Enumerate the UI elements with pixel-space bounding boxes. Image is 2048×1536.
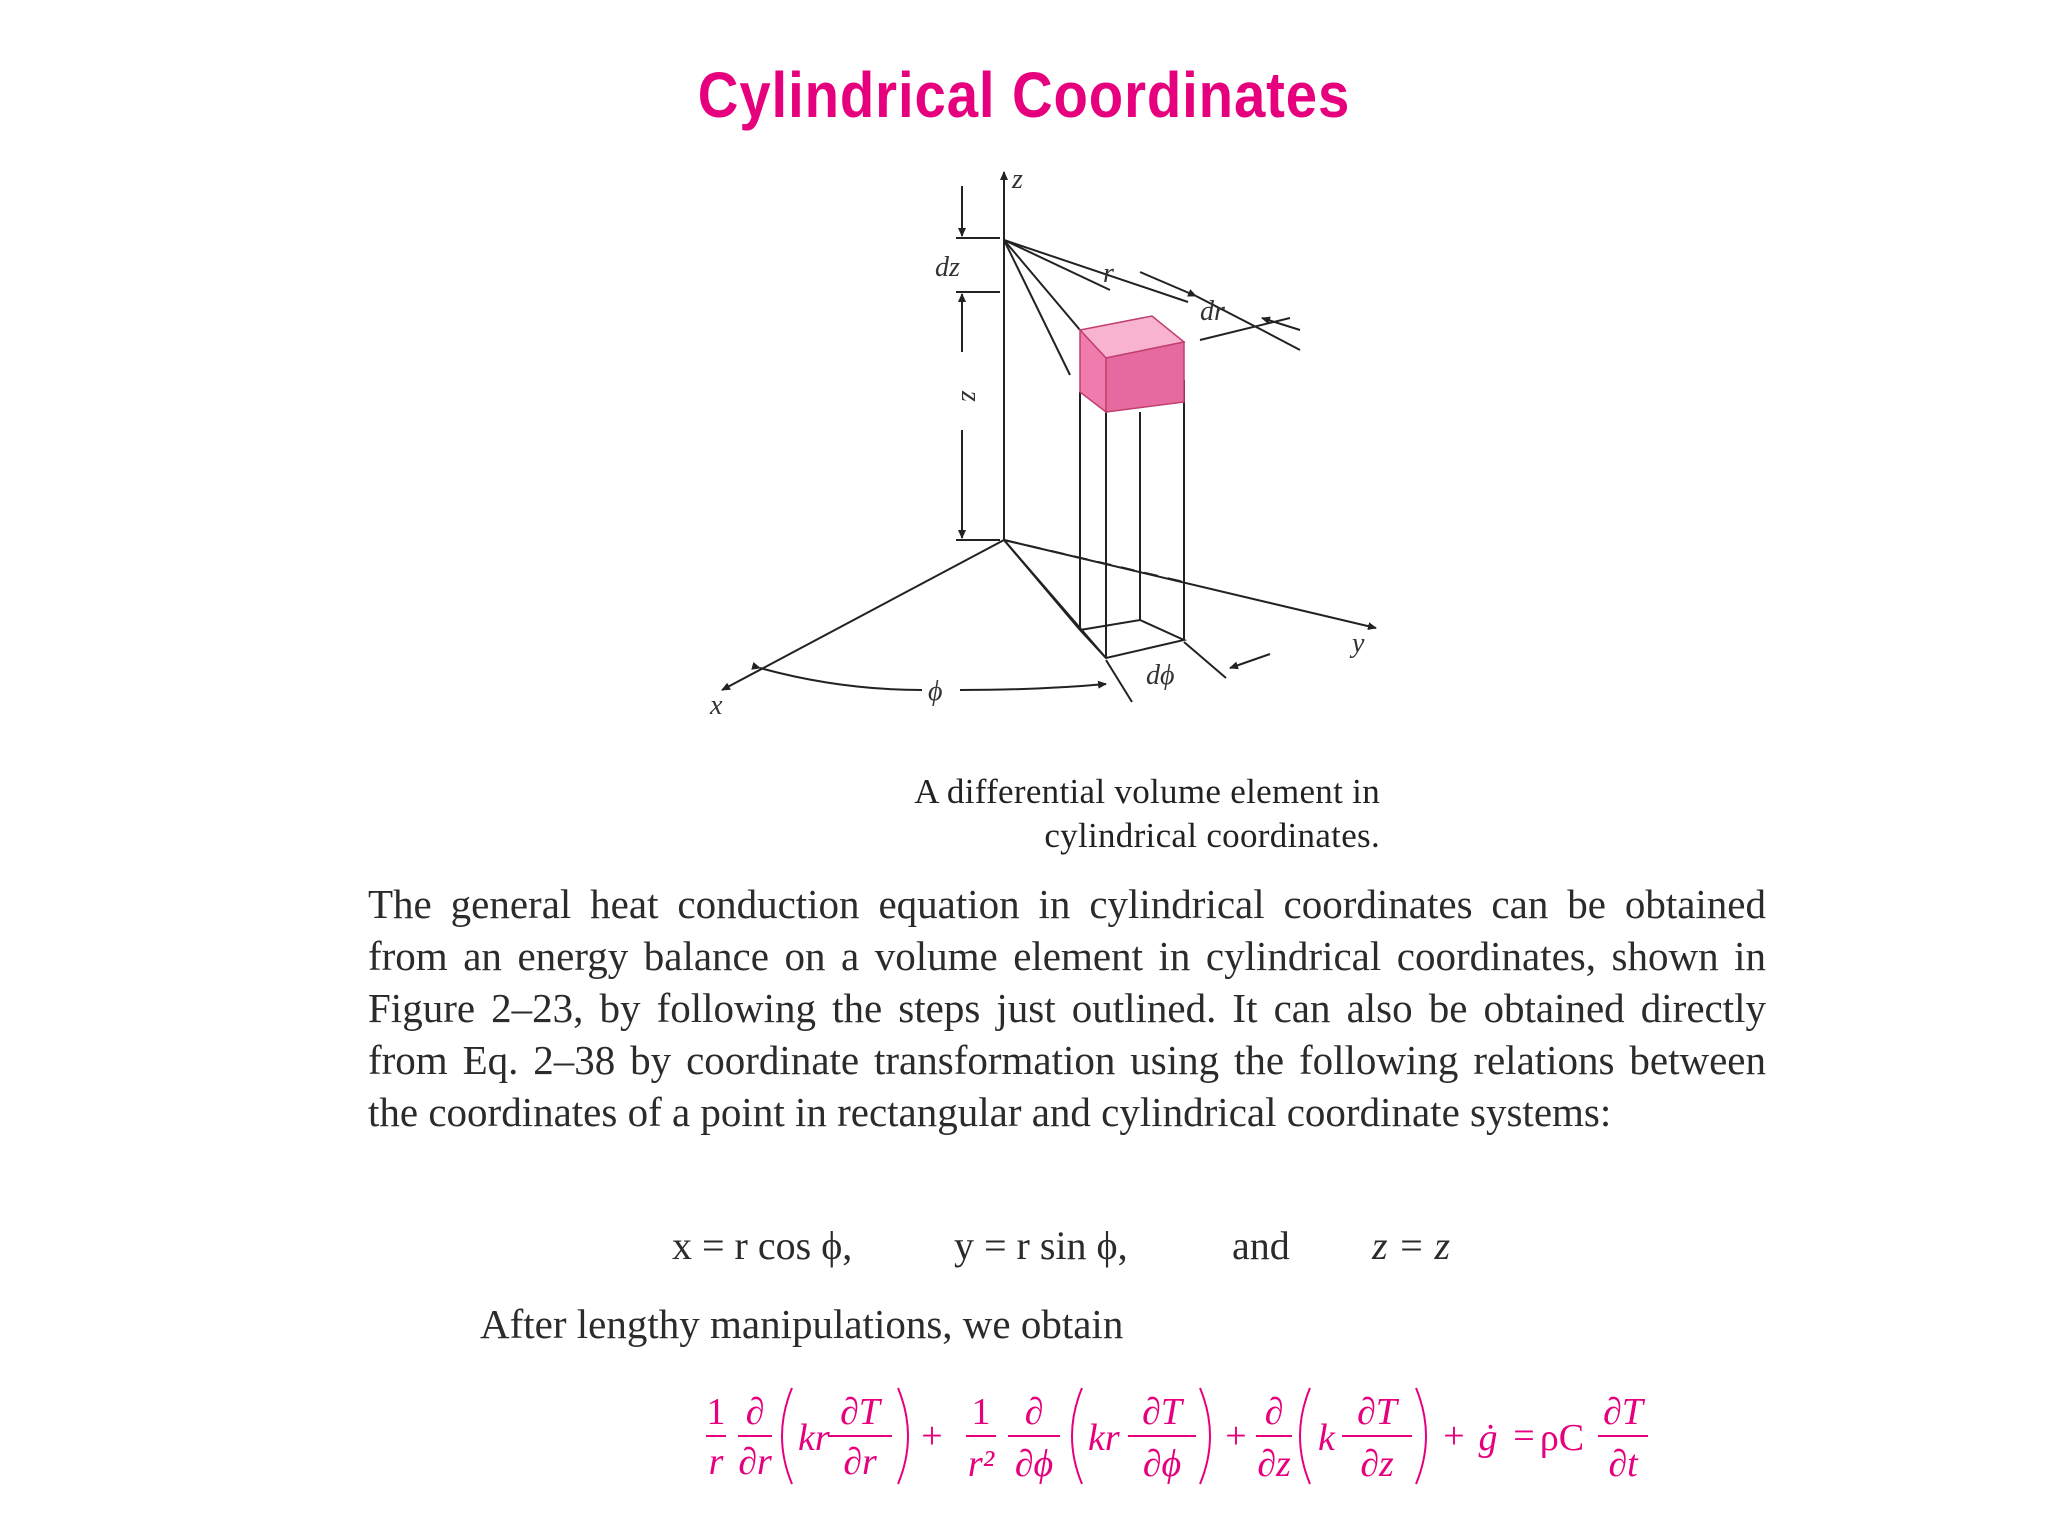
figure-caption xyxy=(790,770,1380,858)
relation-y: y = r sin ϕ, xyxy=(954,1223,1128,1268)
eq-t1-op-den: ∂r xyxy=(738,1441,772,1483)
eq-t2-inner: kr xyxy=(1088,1417,1120,1459)
page-title: Cylindrical Coordinates xyxy=(697,59,1351,131)
eq-t2-op-den: ∂ϕ xyxy=(1014,1443,1054,1485)
caption-line-1: A differential volume element in xyxy=(914,772,1380,811)
eq-t1-grad-den: ∂r xyxy=(843,1441,877,1483)
z-height-label: z xyxy=(955,391,986,402)
eq-t3-op-num: ∂ xyxy=(1264,1391,1284,1433)
eq-t2-coef-num: 1 xyxy=(971,1391,991,1433)
eq-t3-grad-num: ∂T xyxy=(1357,1391,1397,1433)
relation-z: z = z xyxy=(1372,1223,1451,1268)
eq-rhs-num: ∂T xyxy=(1603,1391,1643,1433)
phi-arc xyxy=(760,668,922,690)
relation-and: and xyxy=(1232,1223,1290,1268)
r-label: r xyxy=(1103,258,1114,289)
z-axis-label: z xyxy=(1012,164,1023,195)
cylindrical-volume-element-figure xyxy=(0,0,2048,760)
body-paragraph: The general heat conduction equation in cylindrical coordinates can be obtained from an energy balance on a volume element in cylindrical coordinates, shown in Figure 2–23, by following the steps just outlined. It can also be obtained directly from Eq. 2–38 by coordinate transformation using the following relations between the coordinates of a point in rectangular and cylindrical coordinate systems: xyxy=(368,881,1766,1135)
eq-t3-op-den: ∂z xyxy=(1257,1443,1291,1485)
eq-generation: ġ xyxy=(1478,1417,1498,1459)
eq-plus-2: + xyxy=(1225,1415,1247,1457)
eq-t1-grad-num: ∂T xyxy=(840,1391,880,1433)
eq-t1-inner: kr xyxy=(798,1417,830,1459)
eq-t3-grad-den: ∂z xyxy=(1360,1443,1394,1485)
eq-t2-grad-num: ∂T xyxy=(1142,1391,1182,1433)
relation-x: x = r cos ϕ, xyxy=(672,1223,853,1268)
dr-label: dr xyxy=(1200,296,1225,327)
lead-sentence: After lengthy manipulations, we obtain xyxy=(480,1301,1124,1347)
x-axis-line xyxy=(722,540,1004,690)
eq-t1-coef-den: r xyxy=(708,1441,724,1483)
eq-rhs-rhoc: ρC xyxy=(1539,1417,1585,1459)
eq-t2-coef-den: r² xyxy=(967,1443,995,1485)
eq-rhs-den: ∂t xyxy=(1608,1443,1638,1485)
coordinate-relations xyxy=(0,1222,2048,1278)
eq-equals: = xyxy=(1513,1415,1535,1457)
phi-label: ϕ xyxy=(928,676,943,707)
cylindrical-heat-equation xyxy=(0,1380,2048,1520)
caption-line-2: cylindrical coordinates. xyxy=(1044,816,1380,855)
y-axis-label: y xyxy=(1352,628,1365,659)
dz-label: dz xyxy=(935,252,960,283)
eq-plus-3: + xyxy=(1443,1415,1465,1457)
eq-t3-inner: k xyxy=(1318,1417,1335,1459)
eq-plus-1: + xyxy=(921,1415,943,1457)
eq-t1-coef-num: 1 xyxy=(706,1391,726,1433)
dphi-label: dϕ xyxy=(1146,660,1175,691)
eq-t1-op-num: ∂ xyxy=(745,1391,765,1433)
x-axis-label: x xyxy=(710,690,723,721)
eq-t2-op-num: ∂ xyxy=(1024,1391,1044,1433)
eq-t2-grad-den: ∂ϕ xyxy=(1142,1443,1182,1485)
column-base xyxy=(1080,620,1184,658)
pink-volume-element xyxy=(1080,316,1184,412)
